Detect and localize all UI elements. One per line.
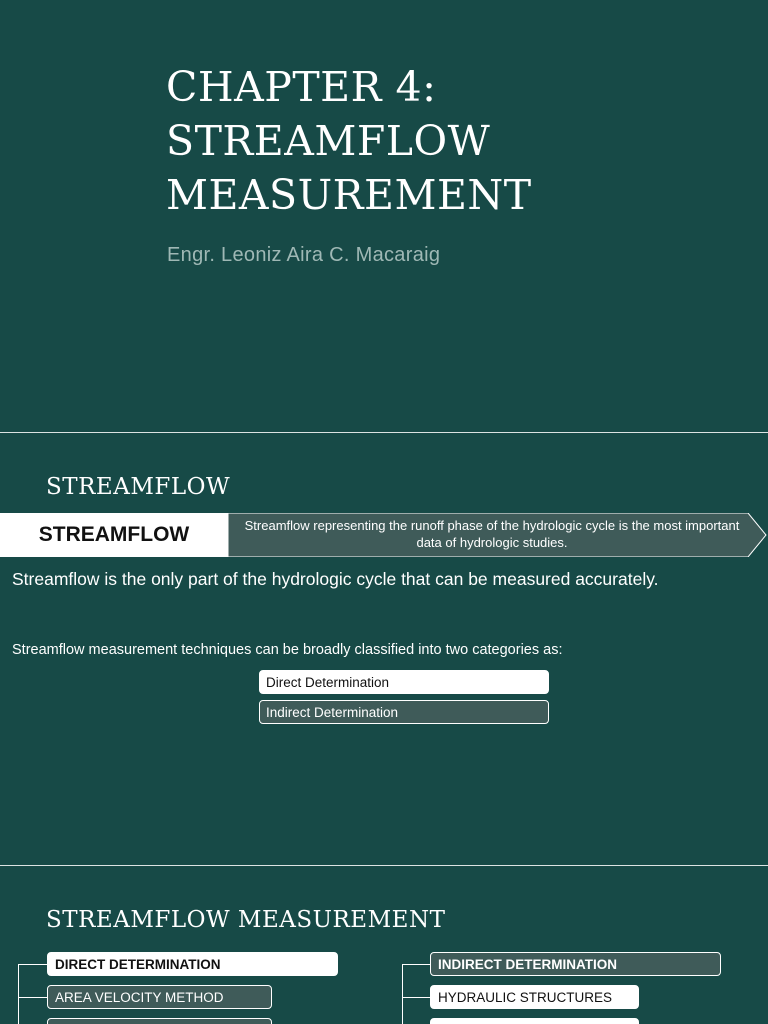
streamflow-definition: Streamflow representing the runoff phase of the hydrologic cycle is the most important data of hydrologic studies. [244, 518, 740, 550]
tree-connector [18, 964, 47, 965]
slide-heading: STREAMFLOW [46, 474, 231, 500]
tree-connector [402, 997, 430, 998]
tree-connector [402, 964, 430, 965]
tree-connector [18, 964, 19, 1024]
slide-divider [0, 432, 768, 433]
title-slide [0, 0, 768, 432]
category-direct: Direct Determination [259, 670, 549, 694]
indirect-determination-node: INDIRECT DETERMINATION [430, 952, 721, 976]
area-velocity-node: AREA VELOCITY METHOD [47, 985, 272, 1009]
tree-connector [18, 997, 47, 998]
hydraulic-structures-node: HYDRAULIC STRUCTURES [430, 985, 639, 1009]
definition-arrow [228, 513, 768, 557]
indirect-next-node [430, 1018, 639, 1024]
category-indirect: Indirect Determination [259, 700, 549, 724]
streamflow-slide [0, 434, 768, 865]
classification-intro: Streamflow measurement techniques can be broadly classified into two categories as: [12, 642, 563, 658]
direct-determination-node: DIRECT DETERMINATION [47, 952, 338, 976]
tree-connector [402, 964, 403, 1024]
chapter-title: CHAPTER 4: STREAMFLOW MEASUREMENT [166, 63, 532, 219]
measurement-statement: Streamflow is the only part of the hydrologic cycle that can be measured accurately. [12, 569, 659, 589]
author-name: Engr. Leoniz Aira C. Macaraig [167, 244, 441, 266]
streamflow-label: STREAMFLOW [0, 513, 228, 557]
slide-heading: STREAMFLOW MEASUREMENT [46, 907, 446, 933]
slide-divider [0, 865, 768, 866]
measurement-slide [0, 867, 768, 1024]
direct-next-node [47, 1018, 272, 1024]
